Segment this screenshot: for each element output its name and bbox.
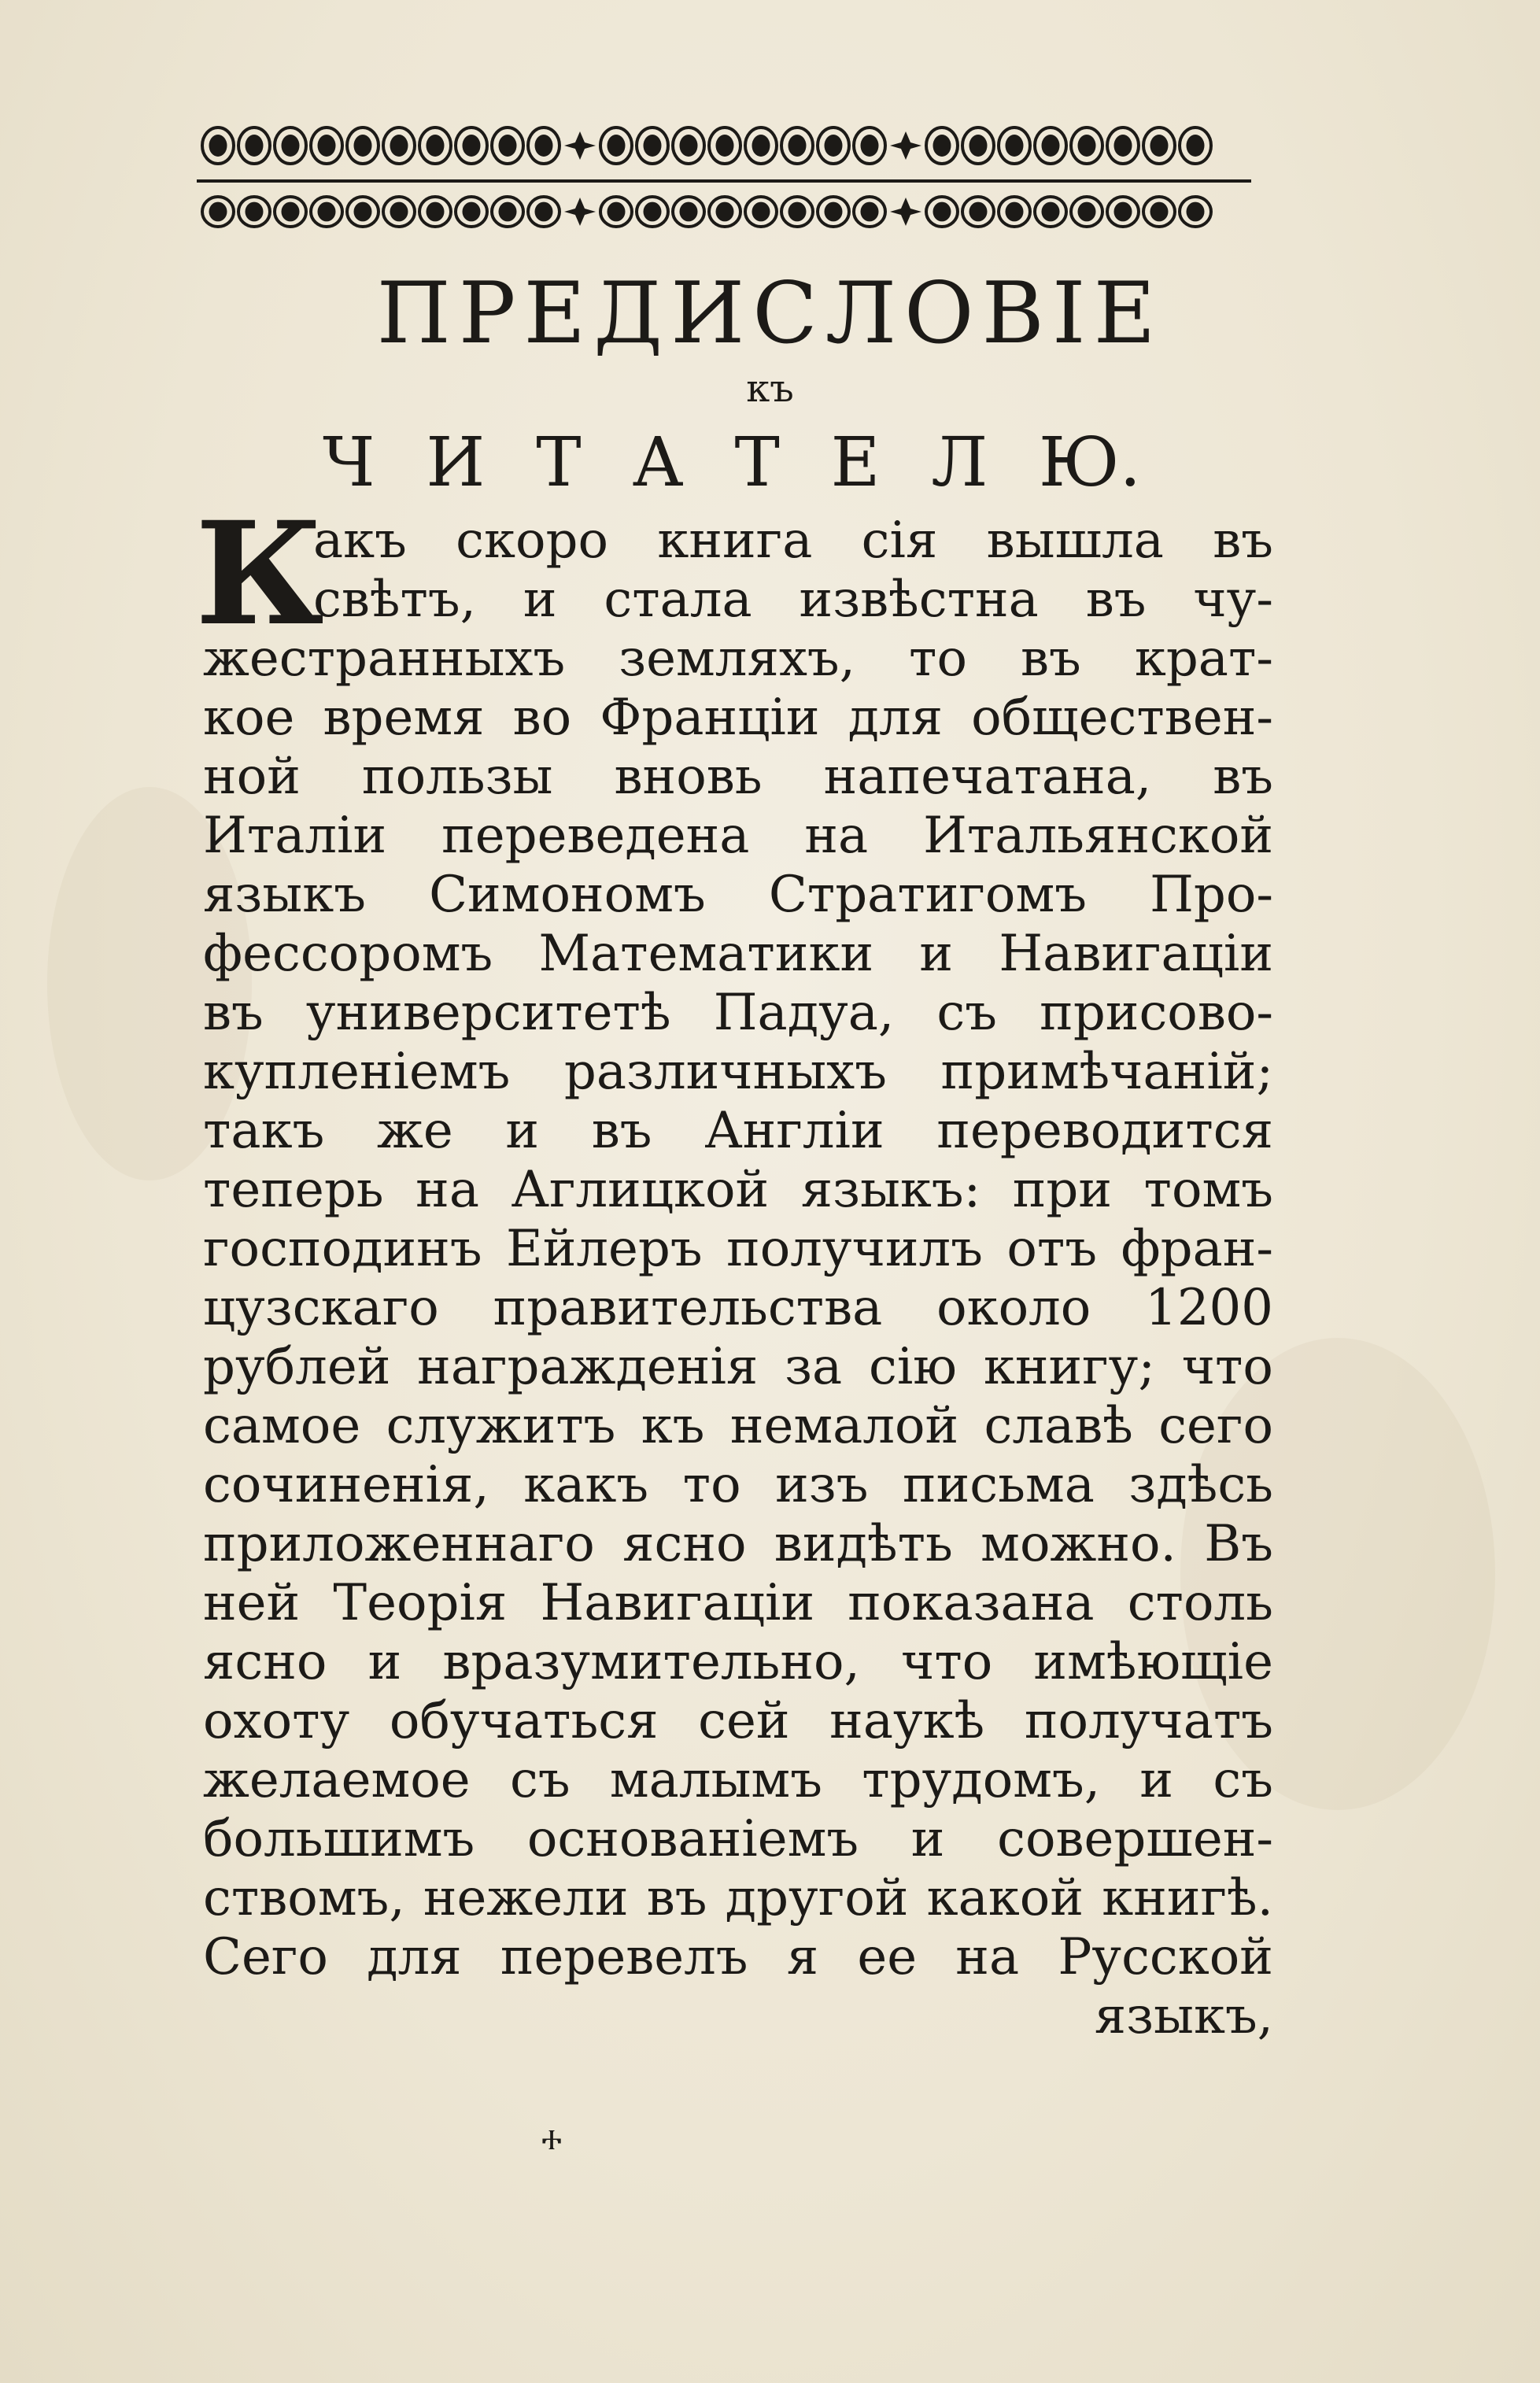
ornament-link: [528, 127, 559, 164]
word: различныхъ: [563, 1043, 887, 1101]
text-line: [203, 1397, 1273, 1456]
ornament-link: [637, 197, 668, 227]
word: получатъ: [1024, 1692, 1273, 1750]
page-title: ПРЕДИСЛОВІЕ: [376, 264, 1164, 363]
word: большимъ: [203, 1810, 475, 1868]
ornament-link: [419, 127, 451, 164]
ornament-link: [637, 127, 668, 164]
word: купленіемъ: [203, 1043, 511, 1101]
text-line: [203, 1043, 1273, 1102]
word: малымъ: [609, 1751, 822, 1809]
word: охоту: [203, 1692, 350, 1750]
word: Въ: [1204, 1515, 1273, 1573]
reader-letter: Ч: [323, 423, 375, 502]
word: около: [936, 1279, 1091, 1337]
word: фессоромъ: [203, 925, 493, 983]
word: столь: [1127, 1574, 1273, 1632]
ornament-link: [383, 127, 415, 164]
reader-letter: Л: [931, 423, 988, 502]
ornament-link: [962, 127, 994, 164]
word: время: [323, 689, 485, 747]
word: нежели: [423, 1869, 629, 1927]
word: перевелъ: [500, 1928, 748, 1986]
ornament-link: [1180, 127, 1211, 164]
ornament-link: [854, 127, 885, 164]
word: самое: [203, 1397, 361, 1455]
word: для: [848, 689, 943, 747]
ornament-link: [781, 197, 813, 227]
text-line: [203, 866, 1273, 925]
text-line: [203, 1633, 1273, 1692]
ornament-link: [1107, 127, 1139, 164]
word: что: [1181, 1338, 1273, 1396]
reader-letter: Т: [734, 423, 780, 502]
ornament-link: [383, 197, 415, 227]
word: какъ: [523, 1456, 649, 1514]
word: примѣчаній;: [940, 1043, 1273, 1101]
ornament-link: [709, 127, 740, 164]
reader-letter: А: [632, 423, 684, 502]
word: съ: [1213, 1751, 1273, 1809]
ornament-link: [600, 197, 632, 227]
word: свѣтъ,: [313, 571, 476, 629]
word: ясно: [203, 1633, 327, 1691]
word: чу-: [1193, 571, 1273, 629]
word: присово-: [1040, 984, 1273, 1042]
word: къ: [641, 1397, 705, 1455]
word: въ: [1213, 512, 1273, 570]
word: съ: [509, 1751, 571, 1809]
ornament-link: [1035, 197, 1066, 227]
ornament-link: [456, 197, 487, 227]
ornament-link: [347, 127, 379, 164]
word: можно.: [981, 1515, 1176, 1573]
word: языкъ: [203, 866, 366, 924]
ornament-link: [347, 197, 379, 227]
word: на: [804, 807, 869, 865]
ornament-link: [600, 127, 632, 164]
reader-letter: Т: [536, 423, 582, 502]
reader-letter: Ю.: [1038, 423, 1141, 502]
ornament-link: [781, 127, 813, 164]
ornament-link: [962, 197, 994, 227]
word: Симономъ: [429, 866, 706, 924]
word: немалой: [729, 1397, 959, 1455]
word: имѣющіе: [1033, 1633, 1273, 1691]
word: вышла: [986, 512, 1164, 570]
ornament-link: [311, 127, 342, 164]
word: за: [785, 1338, 843, 1396]
text-line: [203, 807, 1273, 866]
reader-letter: И: [426, 423, 486, 502]
word: Сего: [203, 1928, 328, 1986]
ornament-link: [673, 197, 704, 227]
word: сія: [861, 512, 938, 570]
ornament-link: [202, 127, 234, 164]
word: то: [909, 630, 967, 688]
word: и: [523, 571, 557, 629]
ornament-link: [1071, 197, 1102, 227]
subtitle-to: къ: [746, 367, 794, 411]
word: я: [786, 1928, 819, 1986]
word: жестранныхъ: [203, 630, 566, 688]
word: для: [367, 1928, 462, 1986]
text-line: [203, 512, 1273, 571]
text-line: [203, 1574, 1273, 1633]
word: и: [910, 1810, 945, 1868]
subtitle-reader: [323, 423, 1141, 502]
ornament-link: [1143, 197, 1175, 227]
word: университетѣ: [305, 984, 671, 1042]
word: же: [376, 1102, 453, 1160]
text-line: [203, 1338, 1273, 1397]
word: Русской: [1058, 1928, 1273, 1986]
word: трудомъ,: [862, 1751, 1101, 1809]
word: языкъ,: [1094, 1987, 1273, 2045]
word: крат-: [1134, 630, 1273, 688]
word: теперь: [203, 1161, 384, 1219]
text-line: [203, 1279, 1273, 1338]
word: въ: [1085, 571, 1147, 629]
word: и: [367, 1633, 402, 1691]
ornament-link: [275, 197, 306, 227]
word: господинъ: [203, 1220, 482, 1278]
word: наукѣ: [829, 1692, 985, 1750]
body-text: [203, 512, 1273, 2046]
ornament-link: [818, 197, 849, 227]
word: кое: [203, 689, 295, 747]
word: земляхъ,: [619, 630, 855, 688]
word: совершен-: [997, 1810, 1273, 1868]
word: награжденія: [417, 1338, 759, 1396]
ornament-link: [890, 131, 921, 160]
word: другой: [725, 1869, 909, 1927]
word: сочиненія,: [203, 1456, 489, 1514]
text-line: [203, 925, 1273, 984]
word: Стратигомъ: [768, 866, 1087, 924]
ornament-link: [492, 197, 523, 227]
word: во: [512, 689, 572, 747]
ornament-link: [854, 197, 885, 227]
ornament-link: [709, 197, 740, 227]
word: въ: [203, 984, 264, 1042]
word: извѣстна: [799, 571, 1039, 629]
word: скоро: [456, 512, 609, 570]
text-line: [203, 1102, 1273, 1161]
word: въ: [591, 1102, 652, 1160]
word: видѣть: [774, 1515, 953, 1573]
word: языкъ:: [800, 1161, 981, 1219]
ornament-link: [238, 127, 270, 164]
ornament-link: [1035, 127, 1066, 164]
word: на: [955, 1928, 1020, 1986]
word: при: [1012, 1161, 1112, 1219]
ornament-link: [456, 127, 487, 164]
word: приложеннаго: [203, 1515, 595, 1573]
word: Навигаціи: [999, 925, 1273, 983]
text-line: [203, 1456, 1273, 1515]
ornament-link: [564, 198, 596, 226]
word: вразумительно,: [442, 1633, 860, 1691]
word: сего: [1158, 1397, 1273, 1455]
text-line: [203, 748, 1273, 807]
text-line: [203, 689, 1273, 748]
text-line: [203, 1751, 1273, 1810]
top-ornament-band: [197, 118, 1251, 173]
ornament-link: [419, 197, 451, 227]
word: книга: [657, 512, 813, 570]
text-line: [203, 630, 1273, 689]
word: въ: [646, 1869, 707, 1927]
ornament-link: [745, 127, 777, 164]
word: переводится: [936, 1102, 1273, 1160]
ornament-link: [238, 197, 270, 227]
word: въ: [1021, 630, 1081, 688]
ornament-link: [1143, 127, 1175, 164]
word: томъ: [1143, 1161, 1273, 1219]
word: Аглицкой: [511, 1161, 770, 1219]
word: какой: [926, 1869, 1084, 1927]
word: переведена: [441, 807, 750, 865]
ornament-link: [311, 197, 342, 227]
bottom-ornament-band: [197, 187, 1251, 236]
text-line: [203, 1928, 1273, 1987]
word: Франціи: [600, 689, 820, 747]
word: показана: [848, 1574, 1095, 1632]
word: ясно: [622, 1515, 747, 1573]
word: здѣсь: [1128, 1456, 1273, 1514]
word: сію: [868, 1338, 957, 1396]
word: книгѣ.: [1102, 1869, 1273, 1927]
ornament-link: [818, 127, 849, 164]
word: Про-: [1150, 866, 1273, 924]
word: ее: [857, 1928, 918, 1986]
ornament-link: [1180, 197, 1211, 227]
word: книгу;: [983, 1338, 1155, 1396]
word: акъ: [313, 512, 407, 570]
word: ствомъ,: [203, 1869, 405, 1927]
ornament-link: [999, 197, 1030, 227]
ornament-link: [564, 131, 596, 160]
ornament-rule: [197, 179, 1251, 183]
word: изъ: [775, 1456, 869, 1514]
ornament-link: [999, 127, 1030, 164]
word: обществен-: [971, 689, 1273, 747]
text-line: [203, 1161, 1273, 1220]
ornament-link: [492, 127, 523, 164]
word: съ: [936, 984, 997, 1042]
word: такъ: [203, 1102, 325, 1160]
word: обучаться: [389, 1692, 659, 1750]
text-line: [203, 984, 1273, 1043]
ornament-link: [528, 197, 559, 227]
word: цузскаго: [203, 1279, 439, 1337]
word: служитъ: [386, 1397, 616, 1455]
ornament-link: [890, 198, 921, 226]
word: правительства: [493, 1279, 883, 1337]
drop-cap: К: [195, 491, 324, 657]
word: то: [682, 1456, 741, 1514]
word: стала: [604, 571, 752, 629]
word: Ейлеръ: [506, 1220, 703, 1278]
text-line: [203, 1810, 1273, 1869]
ornament-link: [1107, 197, 1139, 227]
ornament-link: [275, 127, 306, 164]
word: славѣ: [984, 1397, 1133, 1455]
word: сей: [698, 1692, 790, 1750]
word: ной: [203, 748, 301, 806]
word: Математики: [538, 925, 874, 983]
ornament-link: [926, 197, 958, 227]
word: Италіи: [203, 807, 387, 865]
text-line: [203, 1869, 1273, 1928]
word: напечатана,: [823, 748, 1152, 806]
ornament-link: [745, 197, 777, 227]
word: основаніемъ: [526, 1810, 859, 1868]
word: рублей: [203, 1338, 391, 1396]
word: Теорія: [333, 1574, 508, 1632]
word: Итальянской: [923, 807, 1273, 865]
ornament-link: [926, 127, 958, 164]
word: письма: [902, 1456, 1095, 1514]
text-line: [203, 571, 1273, 630]
word: въ: [1213, 748, 1273, 806]
text-line: [203, 1220, 1273, 1279]
signature-mark: ⰰ: [541, 2121, 563, 2165]
word: и: [1139, 1751, 1174, 1809]
word: что: [901, 1633, 993, 1691]
text-line: [203, 1515, 1273, 1574]
word: пользы: [361, 748, 553, 806]
word: и: [919, 925, 954, 983]
word: 1200: [1145, 1279, 1273, 1337]
word: фран-: [1121, 1220, 1273, 1278]
word: желаемое: [203, 1751, 471, 1809]
text-line: [203, 1692, 1273, 1751]
word: получилъ: [726, 1220, 983, 1278]
word: Падуа,: [713, 984, 895, 1042]
ornament-link: [202, 197, 234, 227]
text-line: [203, 1987, 1273, 2046]
word: на: [415, 1161, 479, 1219]
word: Англіи: [704, 1102, 884, 1160]
word: вновь: [614, 748, 763, 806]
word: и: [505, 1102, 540, 1160]
word: Навигаціи: [540, 1574, 815, 1632]
reader-letter: Е: [830, 423, 881, 502]
word: отъ: [1006, 1220, 1098, 1278]
word: ней: [203, 1574, 301, 1632]
ornament-link: [673, 127, 704, 164]
ornament-link: [1071, 127, 1102, 164]
